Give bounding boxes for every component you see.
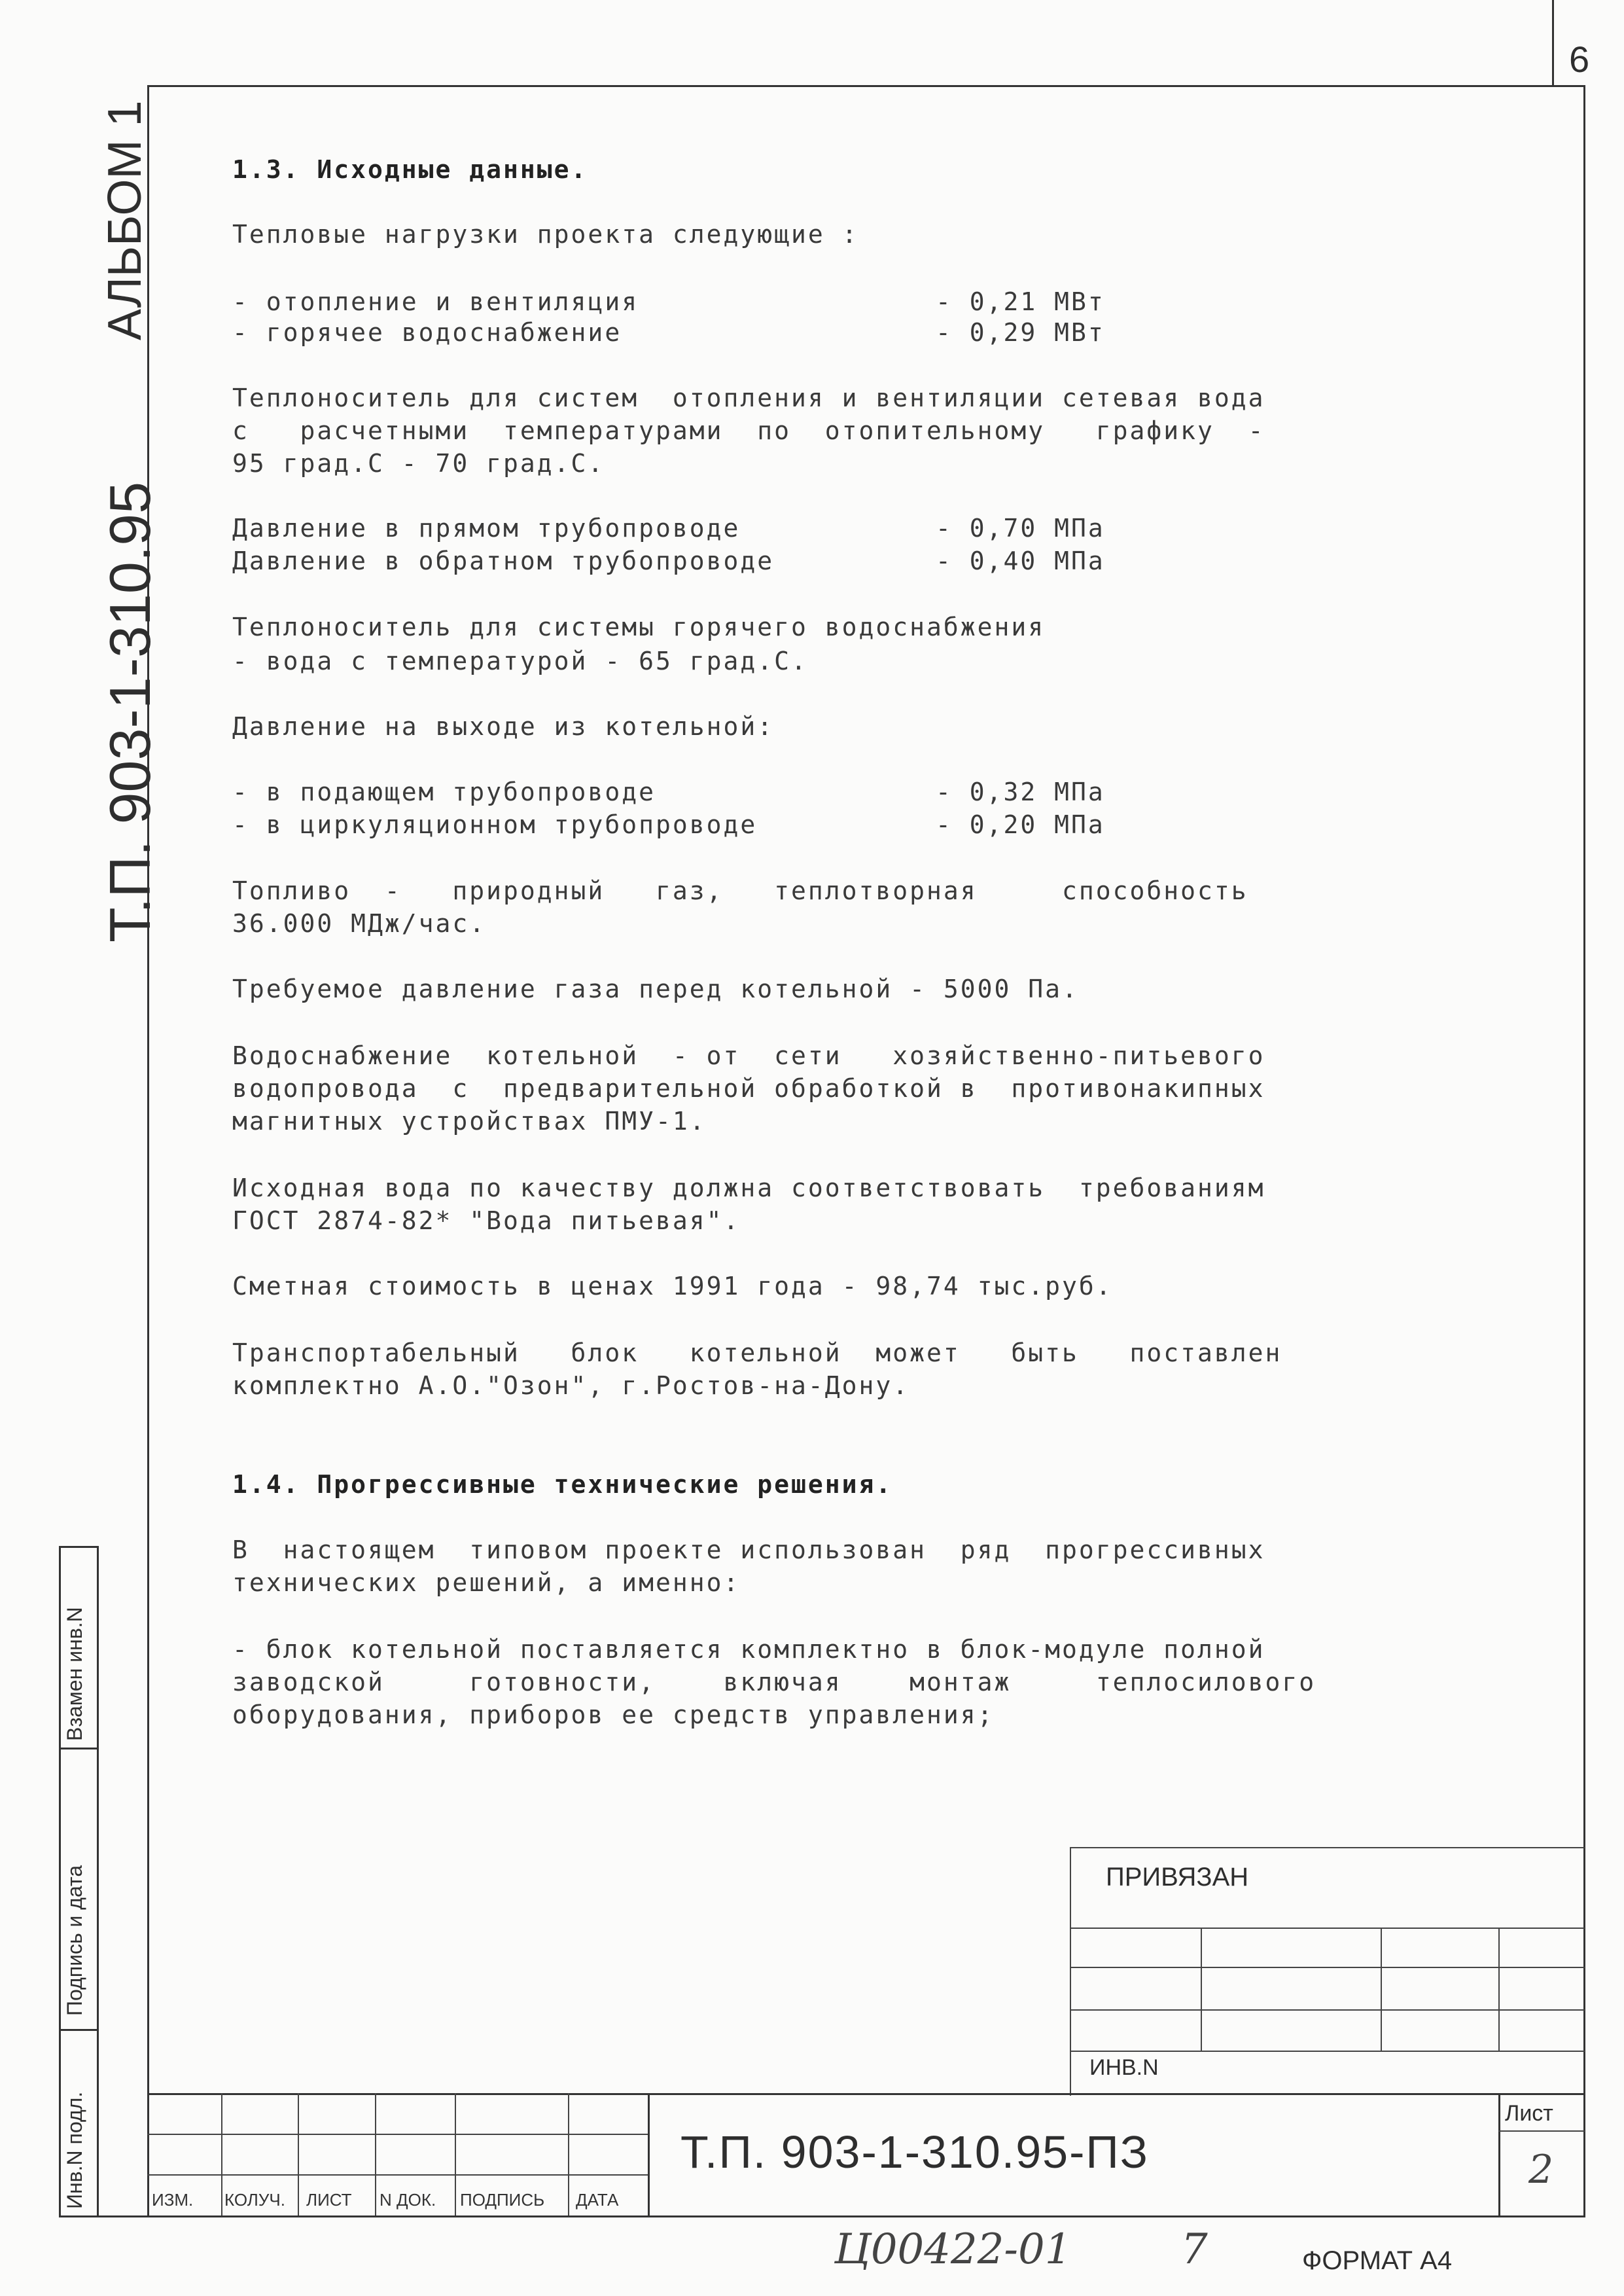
gas-pressure: Требуемое давление газа перед котельной - 5000 Па. (232, 975, 1079, 1003)
transport-line-2: комплектно А.О."Озон", г.Ростов-на-Дону. (232, 1371, 910, 1400)
carrier-line-3: 95 град.С - 70 град.С. (232, 449, 605, 478)
fuel-line-2: 36.000 МДж/час. (232, 909, 487, 938)
sheet-label: Лист (1505, 2101, 1553, 2126)
handwritten-archive-code: Ц00422-01 (834, 2225, 1072, 2274)
carrier-line-1: Теплоноситель для систем отопления и вентиляции сетевая вода (232, 384, 1265, 412)
signature-date-label: Подпись и дата (63, 1865, 86, 2016)
format-label: ФОРМАТ А4 (1302, 2246, 1453, 2275)
inv-n-label: ИНВ.N (1089, 2055, 1159, 2080)
pressure-return-label: Давление в обратном трубопроводе (232, 547, 775, 575)
section-14-heading: 1.4. Прогрессивные технические решения. (232, 1470, 893, 1499)
col-podpis: ПОДПИСЬ (460, 2190, 545, 2210)
col-data: ДАТА (576, 2190, 619, 2210)
pressure-supply-label: Давление в прямом трубопроводе (232, 514, 741, 543)
transport-line-1: Транспортабельный блок котельной может быть поставлен (232, 1338, 1282, 1367)
hotwater-line-1: Теплоноситель для системы горячего водоснабжения (232, 613, 1046, 641)
fuel-line-1: Топливо - природный газ, теплотворная способность (232, 876, 1248, 905)
water-quality-line-2: ГОСТ 2874-82* "Вода питьевая". (232, 1206, 741, 1235)
album-label: АЛЬБОМ 1 (99, 100, 151, 340)
progressive-item-1: - блок котельной поставляется комплектно в блок-модуле полной (232, 1635, 1265, 1664)
outlet-supply-value: - 0,32 МПа (936, 778, 1105, 806)
outlet-intro: Давление на выходе из котельной: (232, 712, 775, 741)
privyazan-label: ПРИВЯЗАН (1106, 1863, 1249, 1892)
load-heating-label: - отопление и вентиляция (232, 287, 639, 316)
document-code: Т.П. 903-1-310.95-ПЗ (680, 2126, 1150, 2178)
progressive-item-2: заводской готовности, включая монтаж теплосилового (232, 1668, 1316, 1696)
outlet-circ-label: - в циркуляционном трубопроводе (232, 810, 758, 839)
progressive-intro-1: В настоящем типовом проекте использован ряд прогрессивных (232, 1535, 1265, 1564)
section-13-heading: 1.3. Исходные данные. (232, 155, 588, 184)
col-n-dok: N ДОК. (380, 2190, 436, 2210)
pressure-supply-value: - 0,70 МПа (936, 514, 1105, 543)
load-hotwater-value: - 0,29 МВт (936, 318, 1105, 347)
project-code-margin: Т.П. 903-1-310.95 (97, 481, 162, 942)
replace-inv-label: Взамен инв.N (63, 1607, 86, 1741)
sheet-number: 2 (1528, 2147, 1554, 2193)
pressure-return-value: - 0,40 МПа (936, 547, 1105, 575)
col-izm: ИЗМ. (152, 2190, 194, 2210)
water-quality-line-1: Исходная вода по качеству должна соответствовать требованиям (232, 1174, 1265, 1202)
handwritten-mark: 7 (1181, 2225, 1208, 2274)
col-list: ЛИСТ (306, 2190, 352, 2210)
loads-intro: Тепловые нагрузки проекта следующие : (232, 220, 859, 249)
page-number: 6 (1569, 39, 1590, 80)
load-heating-value: - 0,21 МВт (936, 287, 1105, 316)
outlet-circ-value: - 0,20 МПа (936, 810, 1105, 839)
col-kol-uch: КОЛУЧ. (224, 2190, 285, 2210)
carrier-line-2: с расчетными температурами по отопительному графику - (232, 416, 1265, 445)
progressive-item-3: оборудования, приборов ее средств управления; (232, 1700, 995, 1729)
hotwater-line-2: - вода с температурой - 65 град.С. (232, 647, 808, 675)
water-supply-line-2: водопровода с предварительной обработкой в противонакипных (232, 1074, 1265, 1103)
cost-line: Сметная стоимость в ценах 1991 года - 98,74 тыс.руб. (232, 1272, 1113, 1300)
water-supply-line-3: магнитных устройствах ПМУ-1. (232, 1107, 707, 1136)
progressive-intro-2: технических решений, а именно: (232, 1568, 741, 1597)
water-supply-line-1: Водоснабжение котельной - от сети хозяйственно-питьевого (232, 1041, 1265, 1070)
inv-orig-label: Инв.N подл. (63, 2091, 86, 2209)
load-hotwater-label: - горячее водоснабжение (232, 318, 622, 347)
outlet-supply-label: - в подающем трубопроводе (232, 778, 656, 806)
